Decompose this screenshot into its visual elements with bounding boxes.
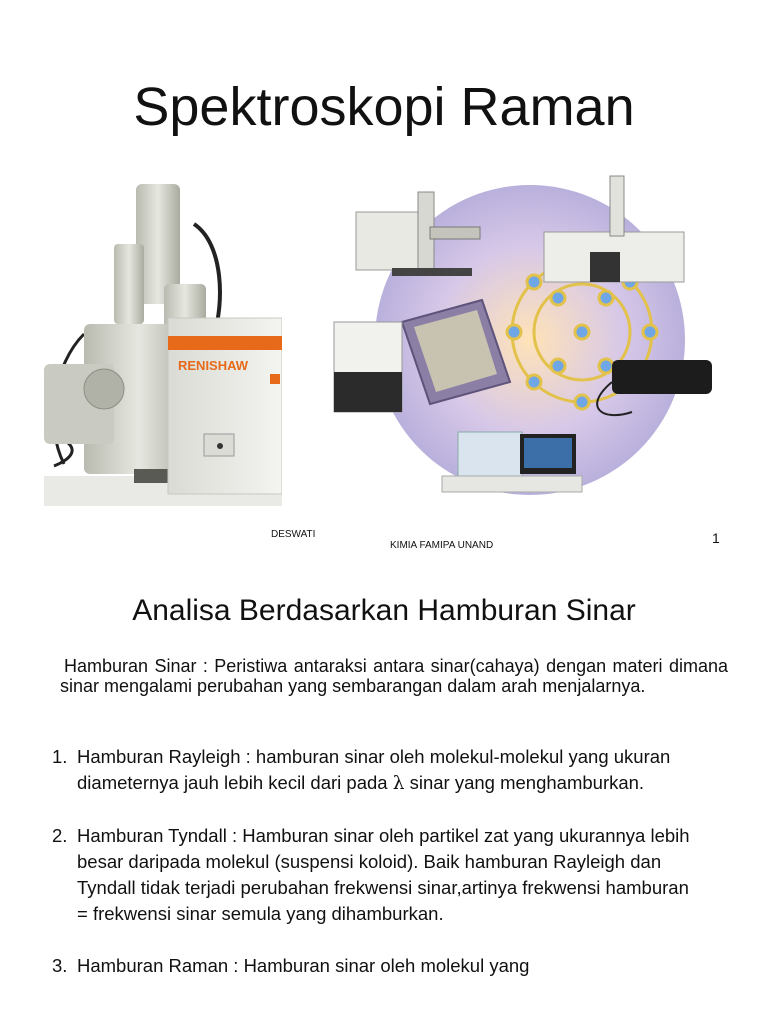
list-item-text: Hamburan Rayleigh : hamburan sinar oleh molekul-molekul yang ukuran diameternya jauh lebih kecil dari pada: [77, 746, 671, 793]
lambda-symbol: λ: [392, 773, 405, 794]
list-item-number: 1.: [52, 746, 68, 767]
footer-institution: KIMIA FAMIPA UNAND: [390, 540, 494, 551]
slide-2: [0, 560, 768, 1024]
renishaw-brand-text: RENISHAW: [178, 358, 249, 373]
spectroscopy-collage-icon: [332, 172, 728, 502]
list-item-text: Hamburan Raman : Hamburan sinar oleh molekul yang: [77, 955, 530, 976]
page-number: 1: [712, 530, 720, 546]
footer-author: DESWATI: [271, 529, 316, 540]
list-item: [52, 744, 692, 797]
slide-1-title: Spektroskopi Raman: [133, 77, 635, 137]
list-item-number: 3.: [52, 955, 68, 976]
list-item: [52, 823, 692, 927]
list-item: [52, 953, 692, 979]
list-item-text: Hamburan Tyndall : Hamburan sinar oleh partikel zat yang ukurannya lebih besar daripada molekul (suspensi koloid). Baik hamburan Rayleigh dan Tyndall tidak terjadi perubahan frekwensi sinar,artinya frekwensi hamburan = frekwensi sinar semula yang dihamburkan.: [77, 825, 690, 924]
intro-paragraph: Hamburan Sinar : Peristiwa antaraksi antara sinar(cahaya) dengan materi dimana sinar mengalami perubahan yang sembarangan dalam arah menjalarnya.: [60, 656, 728, 696]
list-item-text-end: sinar yang menghamburkan.: [404, 772, 645, 793]
list-item-number: 2.: [52, 825, 68, 846]
scattering-list: [52, 744, 692, 1005]
raman-microscope-icon: [44, 184, 282, 506]
slide-2-title: Analisa Berdasarkan Hamburan Sinar: [132, 594, 636, 627]
